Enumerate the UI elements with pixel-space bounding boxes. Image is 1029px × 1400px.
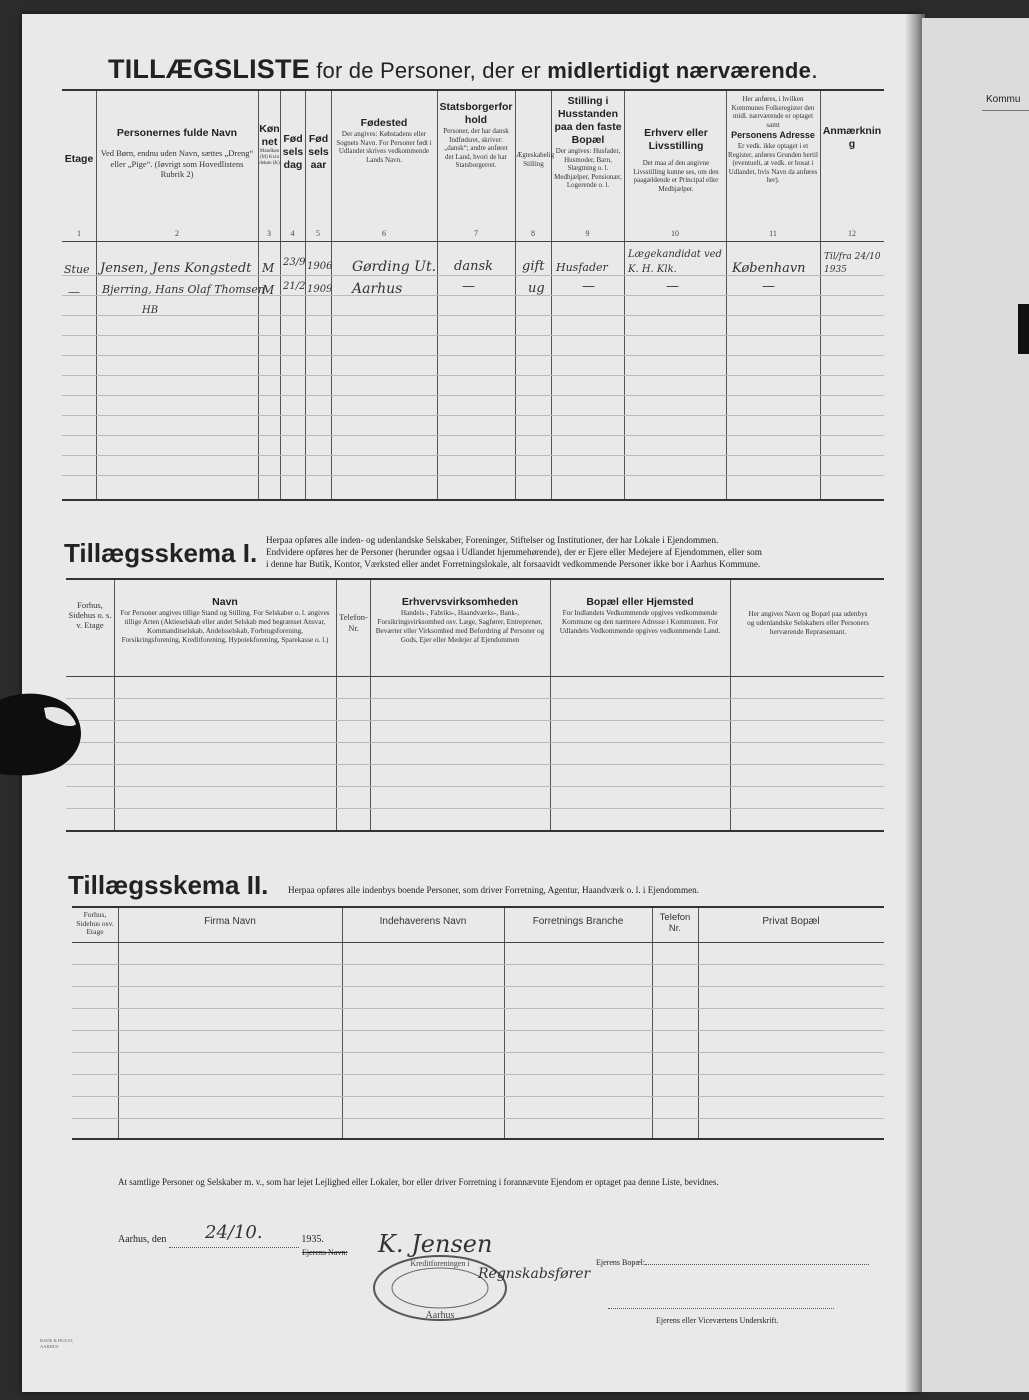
printer-mark: BADE & HOLST, AARHUS [40, 1338, 74, 1349]
skema1-intro-2: Endvidere opføres her de Personer (herunder ogsaa i Udlandet hjemmehørende), der er Ejere eller Medejere af Ejendommen, eller som [266, 547, 762, 557]
signature-line [608, 1308, 834, 1309]
owner-name-label: Ejerens Navn: [302, 1248, 348, 1257]
col-header-household: Stilling i Husstanden paa den faste Bopæl Der angives: Husfader, Husmoder, Barn, Slægtning o. l. Medhjælper, Pensionær, Logerende o. l. [554, 95, 622, 189]
col-header-citizen: Statsborgerforhold Personer, der har dansk Indfødsret, skriver: „dansk“; andre anfører det Land, hvori de har Statsborgerret. [439, 101, 513, 169]
owner-address-label: Ejerens Bopæl: [596, 1258, 869, 1267]
s1-col-erhverv: Erhvervsvirksomheden Handels-, Fabriks-, Haandværks-, Bank-, Forsikringsvirksomhed osv. Læge, Sagfører, Entreprenør, Beværter eller Virksomhed med Befordring af Personer og Gods, Ejer eller Medejer af Ejendommen [375, 596, 545, 644]
s1-col-telefon: Telefon-Nr. [339, 612, 368, 633]
s2-col-indehaver: Indehaverens Navn [379, 916, 467, 927]
next-page-glyph [1018, 304, 1029, 354]
col-header-name: Personernes fulde Navn Ved Børn, endnu uden Navn, sættes „Dreng“ eller „Pige“. (Iøvrigt som Hovedlistens Rubrik 2) [100, 127, 254, 179]
official-stamp [370, 1252, 510, 1324]
skema1-table [66, 578, 884, 832]
signature-2: Regnskabsfører [478, 1266, 591, 1282]
initials-mark: HB [142, 305, 159, 316]
list-table: Etage Personernes fulde Navn Ved Børn, endnu uden Navn, sættes „Dreng“ eller „Pige“. (Iøvrigt som Hovedlistens Rubrik 2) Kønnet Mandkøn (M) Kvindekøn (K) Fødselsdag Fødselsaar Fødested Der angives: Købstadens eller Sognets Navn. For Personer født i Udlandet skrives vedkommende Lands Navn. Statsborgerforhold Personer, der har dansk Indfødsret, skriver: „dansk“; andre anfører det Land, hvori de har Statsborgerret. Ægteskabelig Stilling Stilling i Husstanden paa den faste Bopæl Der angives: Husfader, Husmoder, Barn, Slægtning o. l. Medhjælper, Pensionær, Logerende o. l. Erhverv eller Livsstilling Det maa af den angivne Livsstilling kunne ses, om den paagældende er Principal eller Medhjælper. Her anføres, i hvilken Kommunes Folkeregister den midl. nærværende er optaget samt Personens Adresse Er vedk. ikke optaget i et Register, anføres Grunden hertil (eventuelt, at vedk. er bosat i Udlandet, hvis Navn da anføres her). Anmærkning 1 2 3 4 5 6 7 8 9 10 11 12 Stue Jensen, Jens Kongstedt M 23/9 1906 Gørding Ut. dansk gift Husfader Lægekandidat ved K. H. Klk. København Til/fra 24/10 1935 — Bjerring, Hans Olaf Thomsen M 21/2 1909 Aarhus — ug — — — HB [62, 89, 884, 501]
svg-text:Kreditforeningen i: Kreditforeningen i [410, 1259, 470, 1268]
s2-col-firma: Firma Navn [204, 916, 256, 927]
col-header-birthyear: Fødselsaar [308, 133, 329, 171]
svg-text:Aarhus: Aarhus [425, 1310, 455, 1321]
thumb-at-edge [0, 682, 90, 792]
main-title: TILLÆGSLISTE for de Personer, der er midlertidigt nærværende. [108, 54, 819, 84]
col-header-sex: Kønnet Mandkøn (M) Kvindekøn (K) [259, 123, 280, 166]
s1-col-repr: Her angives Navn og Bopæl paa udenbys og udenlandske Selskabers eller Personers herværende Repræsentant. [747, 610, 869, 636]
s2-col-bopael: Privat Bopæl [762, 916, 820, 927]
col-header-register: Her anføres, i hvilken Kommunes Folkeregister den midl. nærværende er optaget samt Personens Adresse Er vedk. ikke optaget i et Register, anføres Grunden hertil (eventuelt, at vedk. er bosat i Udlandet, hvis Navn da anføres her). [728, 95, 818, 184]
next-page-header: Kommu [986, 94, 1021, 105]
s2-col-etage: Forhus, Sidehus osv. Etage [76, 910, 114, 936]
skema2-intro: Herpaa opføres alle indenbys boende Personer, som driver Forretning, Agentur, Haandværk o. l. i Ejendommen. [288, 885, 700, 895]
form-page [22, 14, 920, 1392]
s1-col-etage: Forhus, Sidehus o. s. v. Etage [68, 600, 112, 630]
skema1-intro-1: Herpaa opføres alle inden- og udenlandske Selskaber, Foreninger, Stiftelser og Institutioner, der har Lokale i Ejendommen. [266, 535, 719, 545]
col-header-occupation: Erhverv eller Livsstilling Det maa af den angivne Livsstilling kunne ses, om den paagældende er Principal eller Medhjælper. [633, 127, 719, 193]
skema2-table [72, 906, 884, 1140]
col-header-note: Anmærkning [822, 125, 882, 150]
s2-col-telefon: Telefon Nr. [659, 912, 691, 934]
signature-label: Ejerens eller Viceværtens Underskrift. [656, 1316, 779, 1325]
date-line: Aarhus, den 24/10. 1935. [118, 1226, 324, 1248]
col-header-birthday: Fødselsdag [282, 133, 304, 171]
skema1-intro-3: i denne har Butik, Kontor, Værksted eller andet Forretningslokale, alt forsaavidt vedkommende Personer ikke bor i Aarhus Kommune. [266, 559, 761, 569]
col-header-etage: Etage [64, 153, 94, 165]
col-header-marital: Ægteskabelig Stilling [516, 151, 555, 168]
next-page [922, 18, 1029, 1392]
s1-col-navn: Navn For Personer angives tillige Stand og Stilling. For Selskaber o. l. angives tillige Arten (Aktieselskab eller andet Selskab med begrænset Ansvar, Kommanditselskab, Andelsselskab, Forbrugsforening, Forsikringsforening, Kreditforening, Hypotekforening, Sparekasse o. l.) [120, 596, 330, 644]
declaration: At samtlige Personer og Selskaber m. v., som har lejet Lejlighed eller Lokaler, bor eller driver Forretning i forannævnte Ejendom er optaget paa denne Liste, bevidnes. [118, 1177, 719, 1187]
next-page-rule [982, 110, 1029, 111]
col-header-birthplace: Fødested Der angives: Købstadens eller Sognets Navn. For Personer født i Udlandet skrives vedkommende Lands Navn. [336, 117, 432, 164]
owner-signature: K. Jensen [378, 1230, 493, 1258]
s1-col-bopael: Bopæl eller Hjemsted For Indlandets Vedkommende opgives vedkommende Kommune og den nærmere Adresse i Kommunen. For Udlandets Vedkommende opgives vedkommende Land. [559, 596, 721, 635]
skema1-title: Tillægsskema I. [64, 538, 258, 568]
skema2-title: Tillægsskema II. [68, 870, 269, 900]
s2-col-branche: Forretnings Branche [532, 916, 624, 927]
